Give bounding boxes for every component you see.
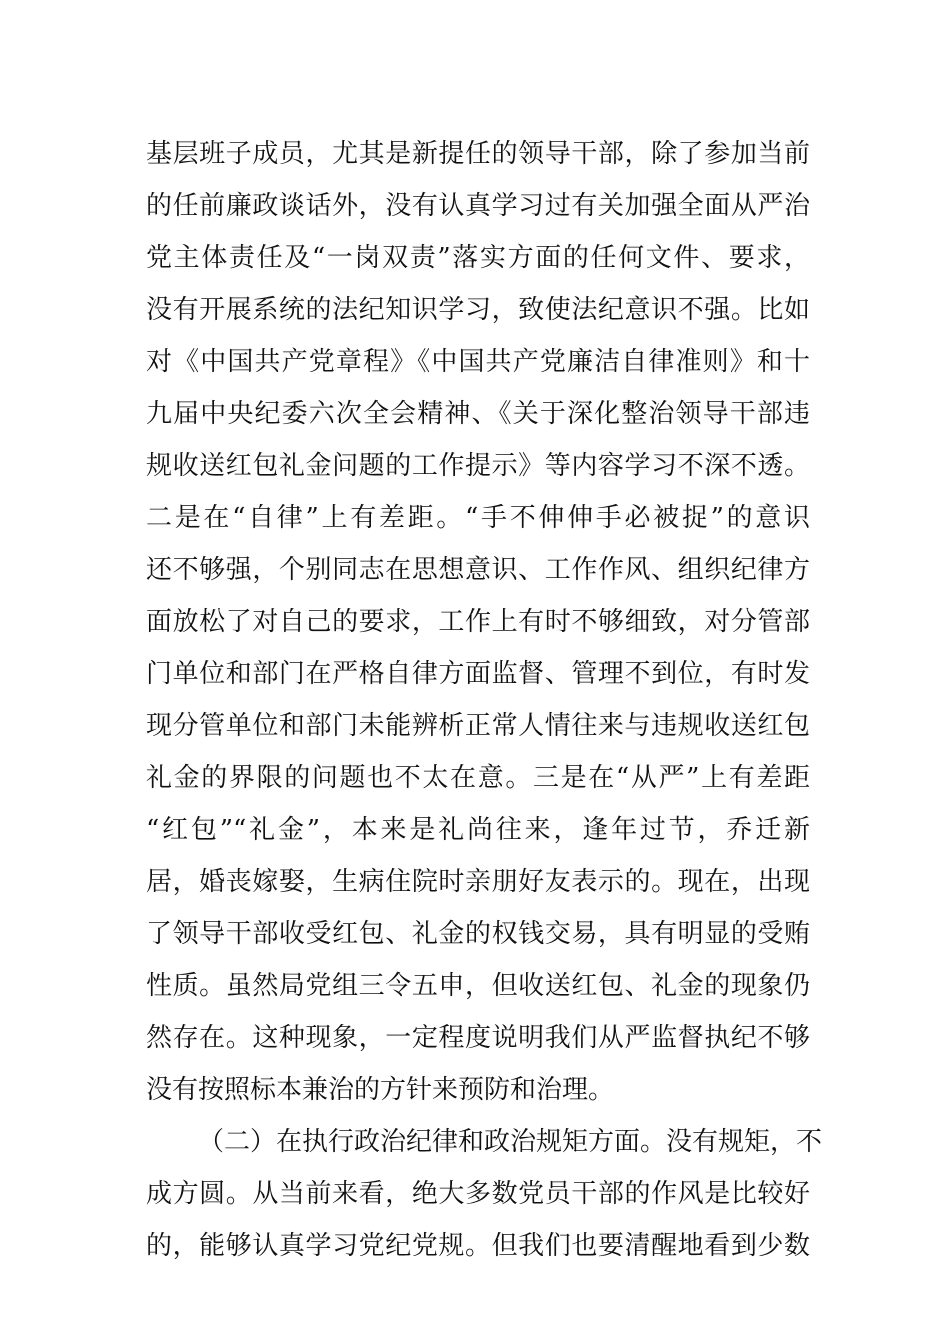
- text-line: 的任前廉政谈话外，没有认真学习过有关加强全面从严治: [146, 191, 810, 221]
- text-line: 居，婚丧嫁娶，生病住院时亲朋好友表示的。现在，出现: [146, 867, 810, 897]
- text-line: 九届中央纪委六次全会精神、《关于深化整治领导干部违: [146, 399, 810, 429]
- text-line: 没有开展系统的法纪知识学习，致使法纪意识不强。比如: [146, 295, 810, 325]
- text-line: 成方圆。从当前来看，绝大多数党员干部的作风是比较好: [146, 1179, 810, 1209]
- text-line: 礼金的界限的问题也不太在意。三是在“从严”上有差距: [146, 763, 810, 793]
- text-line: “红包”“礼金”，本来是礼尚往来，逢年过节，乔迁新: [146, 815, 810, 845]
- text-line: 的，能够认真学习党纪党规。但我们也要清醒地看到少数: [146, 1231, 810, 1261]
- text-line: 对《中国共产党章程》《中国共产党廉洁自律准则》和十: [146, 347, 810, 377]
- text-line: 基层班子成员，尤其是新提任的领导干部，除了参加当前: [146, 139, 810, 169]
- text-line: 二是在“自律”上有差距。“手不伸伸手必被捉”的意识: [146, 503, 810, 533]
- body-text: [146, 128, 823, 1272]
- text-line: 党主体责任及“一岗双责”落实方面的任何文件、要求，: [146, 243, 810, 273]
- text-line: 门单位和部门在严格自律方面监督、管理不到位，有时发: [146, 659, 810, 689]
- text-line: 了领导干部收受红包、礼金的权钱交易，具有明显的受贿: [146, 919, 810, 949]
- text-line: 现分管单位和部门未能辨析正常人情往来与违规收送红包: [146, 711, 810, 741]
- text-line: 规收送红包礼金问题的工作提示》等内容学习不深不透。: [146, 451, 810, 481]
- text-line: 然存在。这种现象，一定程度说明我们从严监督执纪不够: [146, 1023, 810, 1053]
- text-line: 性质。虽然局党组三令五申，但收送红包、礼金的现象仍: [146, 971, 810, 1001]
- text-line: （二）在执行政治纪律和政治规矩方面。没有规矩，不: [198, 1127, 823, 1157]
- text-line: 面放松了对自己的要求，工作上有时不够细致，对分管部: [146, 607, 810, 637]
- text-line: 没有按照标本兼治的方针来预防和治理。: [146, 1075, 615, 1105]
- text-line: 还不够强，个别同志在思想意识、工作作风、组织纪律方: [146, 555, 810, 585]
